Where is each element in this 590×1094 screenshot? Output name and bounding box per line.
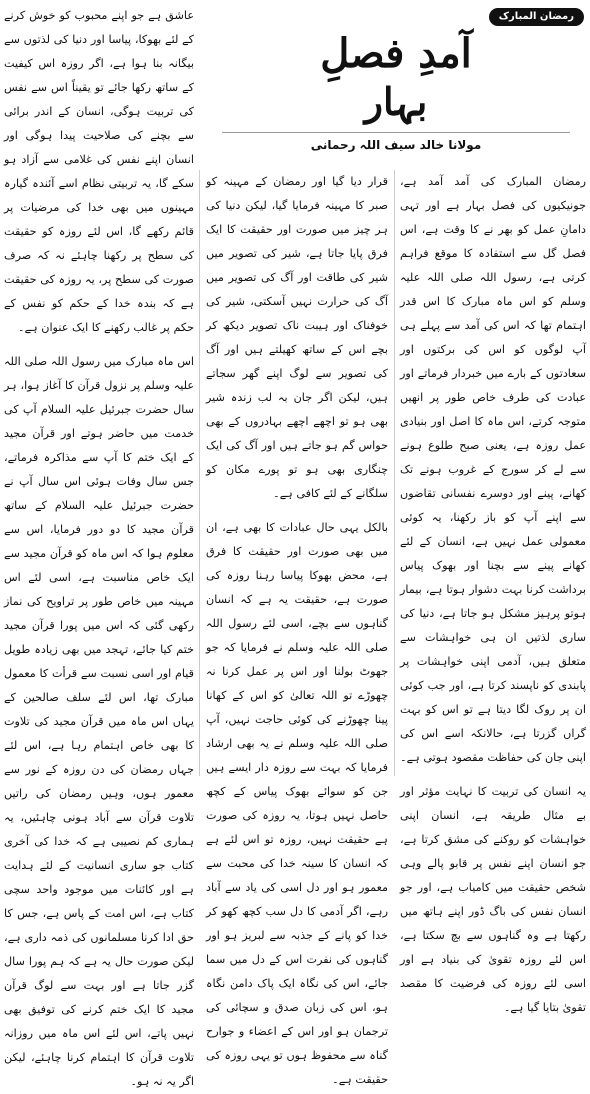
title-divider: [222, 132, 570, 133]
paragraph: بالکل یہی حال عبادات کا بھی ہے، ان میں بھی صورت اور حقیقت کا فرق ہے، محض بھوکا پیاسا رہنا روزہ کی صورت ہے، حقیقت یہ ہے کہ انسان گناہوں سے بچے، اسی لئے رسول اللہ صلی اللہ علیہ وسلم نے فرمایا کہ جو جھوٹ بولنا اور اس پر عمل کرنا نہ چھوڑے تو اللہ تعالیٰ کو اس کے کھانا پینا چھوڑنے کی کوئی حاجت نہیں، آپ صلی اللہ علیہ وسلم نے یہ بھی ارشاد فرمایا کہ بہت سے روزہ دار ایسے ہیں جن کو سوائے بھوک پیاس کے کچھ حاصل نہیں ہوتا، یہ روزہ کی صورت ہے حقیقت نہیں، روزہ تو اس لئے ہے کہ انسان کا سینہ خدا کی محبت سے معمور ہو اور دل اسی کی یاد سے آباد رہے، اگر آدمی کا دل سب کچھ کھو کر خدا کو پانے کے جذبہ سے لبریز ہو اور گناہوں کی نفرت اس کے دل میں سما جائے، اس کی نگاہ ایک پاک دامن نگاہ ہو، اس کی زبان صدق و سچائی کی ترجمان ہو اور اس کے اعضاء و جوارح گناہ سے محفوظ ہوں تو یہی روزہ کی حقیقت ہے۔: [206, 521, 388, 1086]
author-name: مولانا خالد سیف اللہ رحمانی: [310, 138, 482, 152]
title-block: [202, 32, 590, 160]
article-page: [4, 4, 586, 1088]
paragraph: قرار دیا گیا اور رمضان کے مہینہ کو صبر کا مہینہ فرمایا گیا، لیکن دنیا کی ہر چیز میں صورت اور حقیقت کا ایک فرق پایا جاتا ہے، شیر کی تصویر میں شیر کی طاقت اور آگ کی تصویر میں آگ کی حرارت نہیں آسکتی، شیر کی خوفناک اور ہیبت ناک تصویر دیکھ کر بچے اس کے ساتھ کھیلتے ہیں اور آگ کی تصویر سے لوگ اپنے گھر سجاتے ہیں، لیکن اگر جان بہ لب زندہ شیر بھی ہو تو اچھے اچھے بہادروں کے بھی حواس گم ہو جاتے ہیں اور آگ کی ایک چنگاری بھی ہو تو پورے مکان کو سلگانے کے لئے کافی ہے۔: [206, 175, 388, 500]
section-badge: رمضان المبارک: [489, 8, 584, 26]
paragraph: رمضان المبارک کی آمد آمد ہے، جونیکیوں کی فصل بہار ہے اور تہی دامانِ عمل کو بھر نے کا وقت ہے، اس فصل گل سے استفادہ کا موقع فراہم کرتی ہے، رسول اللہ صلی اللہ علیہ وسلم کو اس ماہ مبارک کا اس قدر اہتمام تھا کہ اس کی آمد سے پہلے ہی آپ لوگوں کو اس کی برکتوں اور سعادتوں کے بارے میں خبردار فرماتے اور عبادت کی طرف خاص طور پر انھیں متوجہ کرتے، اس ماہ کا اصل اور بنیادی عمل روزہ ہے، یعنی صبح طلوع ہونے سے لے کر سورج کے غروب ہونے تک کھانے، پینے اور دوسرے نفسانی تقاضوں سے اپنے آپ کو باز رکھنا، یہ کوئی معمولی عمل نہیں ہے، انسان کے لئے کھانے پینے سے بچنا اور بھوک پیاس برداشت کرنا بہت دشوار ہوتا ہے، بیمار ہوتو پرہیز مشکل ہو جاتا ہے، دنیا کی ساری لذتیں ان ہی خواہشات سے متعلق ہیں، آدمی اپنی خواہشات پر پابندی کو ناپسند کرتا ہے، اور جب کوئی ان پر روک لگا دیتا ہے تو اس کو بہت گراں گزرتا ہے، حالانکہ اسے اس کی اپنی جان کی حفاظت مقصود ہوتی ہے۔: [400, 175, 586, 764]
paragraph-gap: [4, 340, 194, 350]
column-divider: [394, 170, 395, 776]
title-line-1: آمدِ فصلِ: [320, 30, 472, 77]
paragraph: عاشق ہے جو اپنے محبوب کو خوش کرنے کے لئے بھوکا، پیاسا اور دنیا کی لذتوں سے بیگانہ بنا ہوا ہے، اگر روزہ اس کیفیت کے ساتھ رکھا جائے تو یقیناً اس سے نفس کی تربیت ہوگی، انسان کے اندر برائی سے بچنے کی صلاحیت پیدا ہوگی اور انسان اپنے نفس کی غلامی سے آزاد ہو سکے گا، یہ تربیتی نظام اسے آئندہ گیارہ مہینوں میں بھی خدا کی مرضیات پر قائم رکھے گا، اس لئے روزہ کو حقیقت کی سطح پر رکھنا چاہئے نہ کہ صرف صورت کی سطح پر، یہ روزہ کی حقیقت ہے کہ بندہ خدا کے حکم کو نفس کے حکم پر غالب رکھنے کا ایک عنوان ہے۔: [4, 9, 194, 334]
column-left: [4, 4, 194, 1088]
paragraph-gap: [400, 770, 586, 780]
article-title: [202, 32, 590, 124]
column-divider: [199, 170, 200, 776]
paragraph: اس ماہ مبارک میں رسول اللہ صلی اللہ علیہ وسلم پر نزول قرآن کا آغاز ہوا، ہر سال حضرت جبرئیل علیہ السلام آپ کی خدمت میں حاضر ہوتے اور قرآن مجید کے ایک ختم کا آپ سے مذاکرہ فرماتے، جس سال وفات ہوئی اس سال آپ نے حضرت جبرئیل علیہ السلام کے ساتھ قرآن مجید کا دو دور فرمایا، اس سے معلوم ہوا کہ اس ماہ کو قرآن مجید سے ایک خاص مناسبت ہے، اسی لئے اس مہینہ میں خاص طور پر تراویح کی نماز رکھی گئی کہ اس میں پورا قرآن مجید ختم کیا جائے، تہجد میں بھی زیادہ طویل قیام اور اسی نسبت سے قرأت کا معمول مبارک تھا، اس لئے سلف صالحین کے یہاں اس ماہ میں قرآن مجید کی تلاوت کا بھی خاص اہتمام رہا ہے، اس لئے جہاں رمضان کی دن روزہ کے نور سے معمور ہوں، وہیں رمضان کی راتیں تلاوت قرآن سے آباد ہونی چاہئیں، یہ ہماری کم نصیبی ہے کہ خدا کی آخری کتاب جو ساری انسانیت کے لئے ہدایت ہے اور کائنات میں موجود واحد سچی کتاب ہے، اس امت کے پاس ہے، جس کا حق ادا کرنا مسلمانوں کی ذمہ داری ہے، لیکن صورت حال یہ ہے کہ ہم پورا سال گزر جاتا ہے اور بہت سے لوگ قرآن مجید کا ایک ختم کرنے کی توفیق بھی نہیں پاتے، اس لئے اس ماہ میں روزانہ تلاوت قرآن کا اہتمام کرنا چاہئے، لیکن اگر یہ نہ ہو۔: [4, 355, 194, 1088]
paragraph: یہ انسان کی تربیت کا نہایت مؤثر اور بے مثال طریقہ ہے، انسان اپنی خواہشات کو روکنے کی مشق کرتا ہے، جو انسان اپنے نفس پر قابو پالے وہی شخص حقیقت میں کامیاب ہے، اور جو انسان نفس کی باگ ڈور اپنے ہاتھ میں رکھتا ہے وہ گناہوں سے بچ سکتا ہے، اس لئے روزہ تقویٰ کی بنیاد ہے اور اسی لئے روزہ کی فرضیت کا مقصد تقویٰ بتایا گیا ہے۔: [400, 785, 586, 1014]
title-line-2: بہار: [364, 79, 428, 124]
column-right: [400, 170, 586, 1014]
column-middle: [206, 170, 388, 1086]
paragraph-gap: [206, 506, 388, 516]
